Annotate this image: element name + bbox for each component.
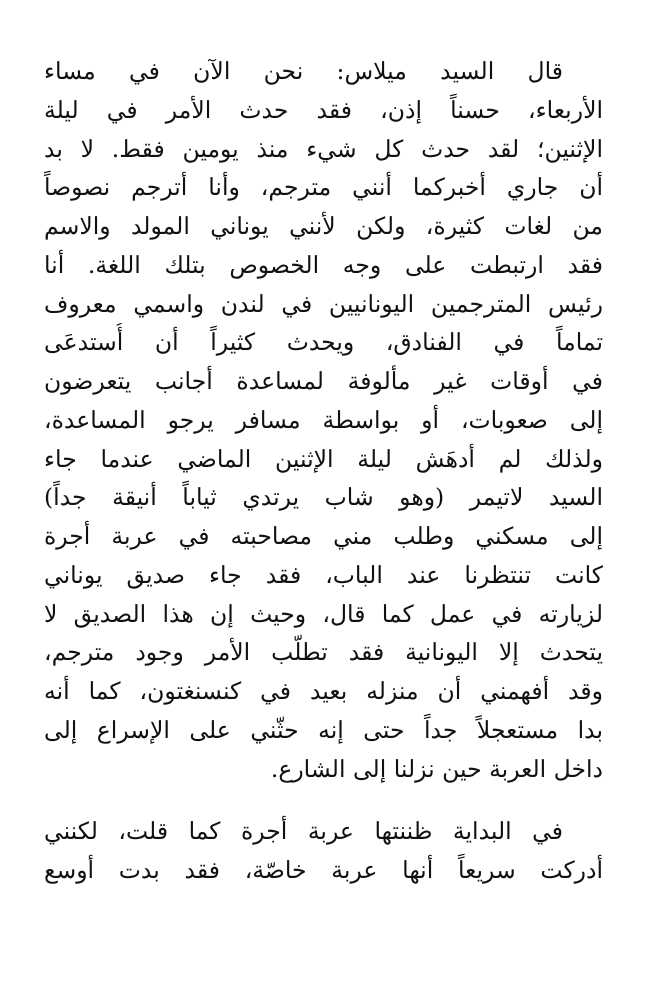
text-line: يتحدث إلا اليونانية فقد تطلّب الأمر وجود مترجم، — [44, 638, 603, 667]
text-line: فقد ارتبطت على وجه الخصوص بتلك اللغة. أنا — [44, 250, 603, 279]
text-line: قال السيد ميلاس: نحن الآن في مساء — [44, 57, 563, 85]
paragraph-1 — [44, 52, 603, 788]
paragraph-gap — [44, 788, 603, 812]
text-line: الأربعاء، حسناً إذن، فقد حدث الأمر في ليلة — [44, 95, 603, 124]
text-line: أدركت سريعاً أنها عربة خاصّة، فقد بدت أوسع — [44, 856, 603, 884]
text-line: الإثنين؛ لقد حدث كل شيء منذ يومين فقط. لا بد — [44, 134, 603, 163]
text-line: لزيارته في عمل كما قال، وحيث إن هذا الصديق لا — [44, 599, 603, 628]
text-line: من لغات كثيرة، ولكن لأنني يوناني المولد والاسم — [44, 212, 603, 240]
text-line: في البداية ظننتها عربة أجرة كما قلت، لكنني — [44, 817, 563, 846]
text-line: أن جاري أخبركما أنني مترجم، وأنا أترجم نصوصاً — [44, 173, 603, 202]
text-line: وقد أفهمني أن منزله بعيد في كنسنغتون، كما أنه — [44, 677, 603, 705]
text-line: إلى صعوبات، أو بواسطة مسافر يرجو المساعدة، — [44, 405, 603, 434]
text-line: بدا مستعجلاً جداً حتى إنه حثّني على الإسراع إلى — [44, 715, 603, 744]
text-line: في أوقات غير مألوفة لمساعدة أجانب يتعرضون — [44, 367, 603, 395]
text-line: كانت تنتظرنا عند الباب، فقد جاء صديق يوناني — [44, 560, 603, 589]
text-line: رئيس المترجمين اليونانيين في لندن واسمي معروف — [44, 289, 603, 318]
text-line: السيد لاتيمر (وهو شاب يرتدي ثياباً أنيقة جداً) — [44, 483, 603, 512]
text-line: داخل العربة حين نزلنا إلى الشارع. — [270, 754, 603, 783]
text-line: ولذلك لم أدهَش ليلة الإثنين الماضي عندما جاء — [44, 444, 603, 473]
text-line: إلى مسكني وطلب مني مصاحبته في عربة أجرة — [44, 522, 603, 550]
text-line: تماماً في الفنادق، ويحدث كثيراً أن أُستدعَى — [44, 328, 603, 357]
paragraph-2 — [44, 812, 603, 890]
